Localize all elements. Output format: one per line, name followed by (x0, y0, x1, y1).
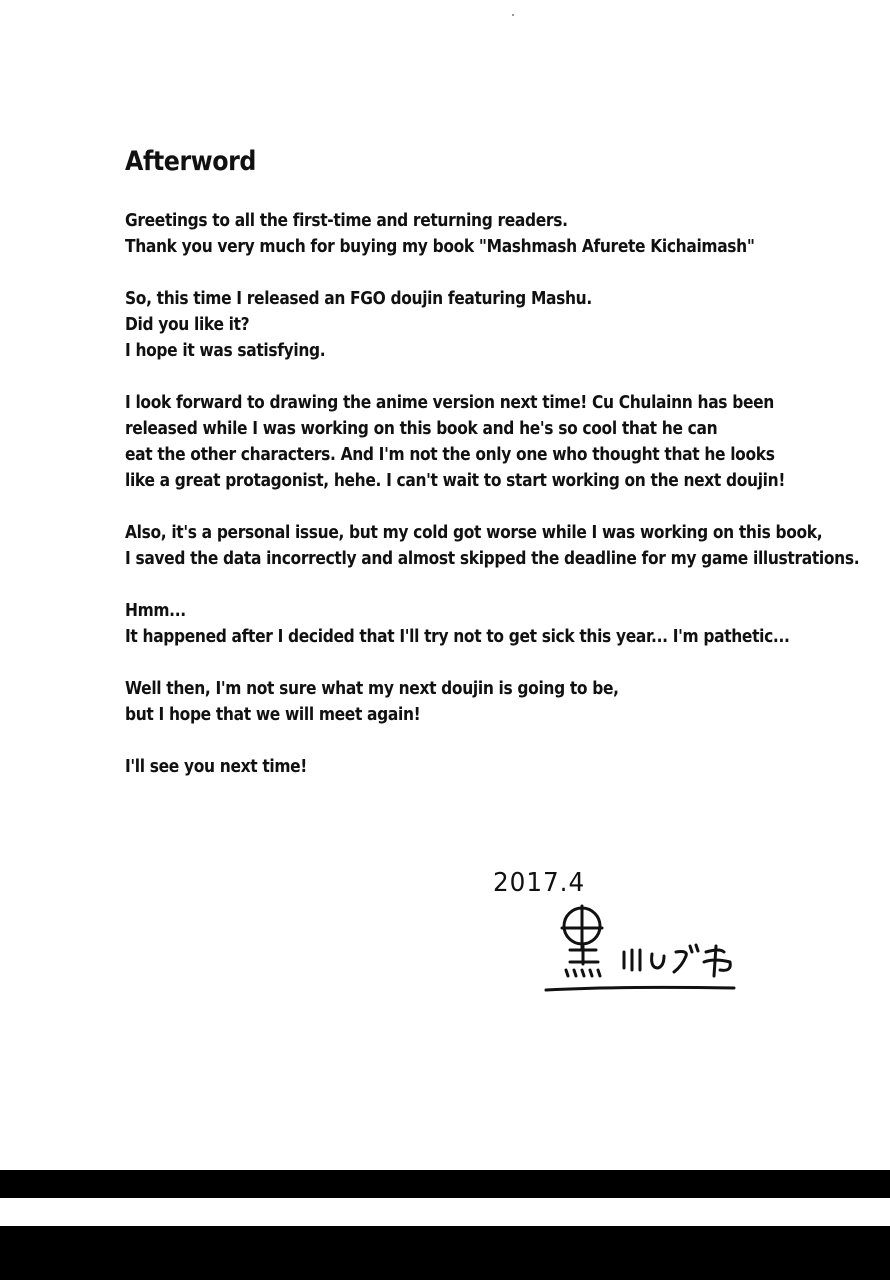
text-line: Did you like it? (125, 314, 250, 335)
text-line: Also, it's a personal issue, but my cold got worse while I was working on this book, (125, 522, 823, 543)
bottom-border-bar-upper (0, 1170, 890, 1198)
text-line: Thank you very much for buying my book "Mashmash Afurete Kichaimash" (125, 236, 755, 257)
signature-mark-icon (540, 900, 750, 1000)
scan-speck (512, 14, 514, 16)
text-line: but I hope that we will meet again! (125, 704, 421, 725)
text-line: It happened after I decided that I'll try not to get sick this year... I'm pathetic... (125, 626, 790, 647)
paragraph-7 (125, 754, 845, 780)
text-line: like a great protagonist, hehe. I can't wait to start working on the next doujin! (125, 470, 786, 491)
text-line: So, this time I released an FGO doujin featuring Mashu. (125, 288, 592, 309)
paragraph-1 (125, 208, 845, 260)
paragraph-5 (125, 598, 845, 650)
text-line: Hmm... (125, 600, 186, 621)
paragraph-4 (125, 520, 860, 572)
text-line: eat the other characters. And I'm not the only one who thought that he looks (125, 444, 775, 465)
text-line: Greetings to all the first-time and returning readers. (125, 210, 568, 231)
bottom-border-bar-lower (0, 1226, 890, 1280)
paragraph-6 (125, 676, 845, 728)
text-line: I saved the data incorrectly and almost skipped the deadline for my game illustrations. (125, 548, 860, 569)
text-line: I hope it was satisfying. (125, 340, 326, 361)
text-line: I'll see you next time! (125, 756, 308, 777)
paragraph-2 (125, 286, 845, 364)
text-line: released while I was working on this book and he's so cool that he can (125, 418, 718, 439)
page-title: Afterword (125, 146, 256, 177)
text-line: I look forward to drawing the anime version next time! Cu Chulainn has been (125, 392, 774, 413)
paragraph-3 (125, 390, 845, 494)
signature-date: 2017.4 (493, 868, 586, 898)
text-line: Well then, I'm not sure what my next doujin is going to be, (125, 678, 619, 699)
afterword-body (125, 208, 860, 806)
